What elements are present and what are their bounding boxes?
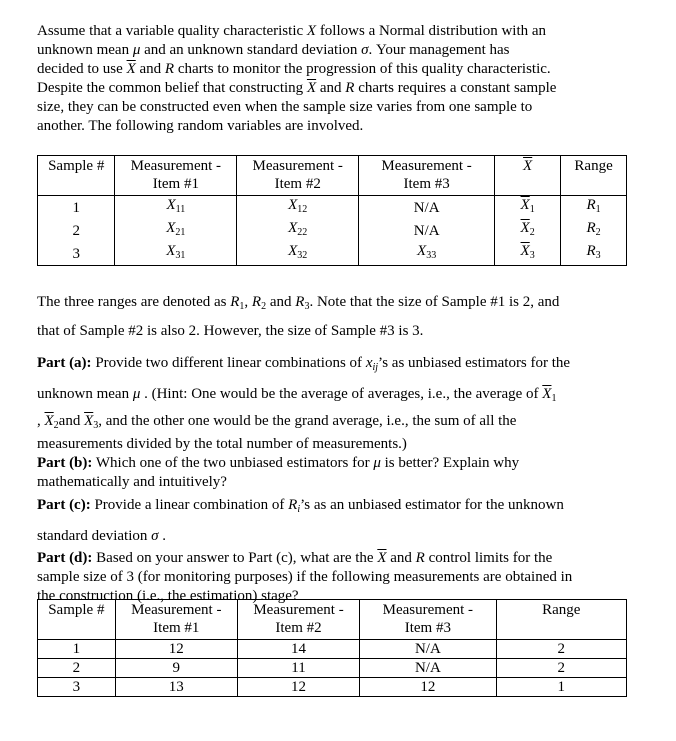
intro-text: and an unknown standard deviation <box>140 42 362 58</box>
table-row: 2 9 11 N/A 2 <box>38 659 627 678</box>
header-item1: Measurement - Item #1 <box>115 156 237 196</box>
intro-text: Despite the common belief that constructing <box>37 80 307 96</box>
cell-sample: 3 <box>38 242 115 266</box>
header-sample: Sample # <box>38 156 115 196</box>
part-d: Part (d): Based on your answer to Part (c), what are the $\overline{X}$ and R control limits for the <box>37 550 553 566</box>
mu-symbol: μ <box>132 42 141 58</box>
part-b: Part (b): Which one of the two unbiased estimators for μ is better? Explain why <box>37 455 520 471</box>
var-x: X <box>306 23 317 39</box>
table-row: 1 12 14 N/A 2 <box>38 640 627 659</box>
sigma-symbol: σ <box>361 42 369 58</box>
intro-text: charts to monitor the progression of this quality characteristic. <box>174 61 551 77</box>
intro-text: and <box>135 61 165 77</box>
header-item2: Measurement - Item #2 <box>237 600 359 640</box>
intro-text: another. The following random variables are involved. <box>37 118 364 134</box>
intro-text: follows a Normal distribution with an <box>316 23 547 39</box>
cell-item1: $X_{11}$ <box>115 196 237 220</box>
cell-xbar: $\overline{X}_1$ <box>495 196 561 220</box>
table-row <box>38 219 627 242</box>
r-symbol: R <box>164 61 175 77</box>
header-item1: Measurement - Item #1 <box>115 600 237 640</box>
xbar-symbol: $\overline{X}$ <box>306 80 317 96</box>
intro-text: size, they can be constructed even when the sample size varies from one sample to <box>37 99 533 115</box>
random-variables-table <box>37 155 627 266</box>
intro-text: . Your management has <box>368 42 510 58</box>
table-row <box>38 242 627 266</box>
cell-range: $R_1$ <box>561 196 627 220</box>
ranges-paragraph: The three ranges are denoted as $R_1$, $R_2$ and $R_3$. Note that the size of Sample #1 is 2, and that of Sample #2 is also 2. However, the size of Sample #3 is 3. <box>37 294 560 339</box>
intro-text: Assume that a variable quality characteristic <box>37 23 307 39</box>
intro-text: decided to use <box>37 61 127 77</box>
cell-xbar: $\overline{X}_2$ <box>495 219 561 242</box>
header-item3: Measurement - Item #3 <box>360 600 496 640</box>
cell-item3: N/A <box>359 219 495 242</box>
xbar-symbol: $\overline{X}$ <box>126 61 136 77</box>
header-xbar: $\overline{X}$ <box>495 156 561 196</box>
cell-item2: $X_{22}$ <box>237 219 359 242</box>
intro-paragraph <box>37 22 627 136</box>
cell-sample: 1 <box>38 196 115 220</box>
cell-range: $R_2$ <box>561 219 627 242</box>
r-symbol: R <box>345 80 355 96</box>
cell-item1: $X_{21}$ <box>115 219 237 242</box>
intro-text: charts requires a constant sample <box>354 80 557 96</box>
cell-item2: $X_{12}$ <box>237 196 359 220</box>
cell-item3: $X_{33}$ <box>359 242 495 266</box>
cell-item3: N/A <box>359 196 495 220</box>
part-c: Part (c): Provide a linear combination of $R_i’s$ as an unbiased estimator for the unknown <box>37 497 564 515</box>
header-item3: Measurement - Item #3 <box>359 156 495 196</box>
table-row: 3 13 12 12 1 <box>38 678 627 697</box>
header-range: Range <box>561 156 627 196</box>
measurements-table <box>37 599 627 697</box>
header-range: Range <box>496 600 626 640</box>
questions-section: Part (a): Provide two different linear combinations of $x_{ij}’s$ as unbiased estimators for the unknown mean μ . (Hint: One would be the average of averages, i.e., the average of $\overline{X}_1$ , $\overline{X}_2and$ $\overline{X}_3$, and the other one would be the grand average, i.e., the sum of all the measurements divided by the total number of measurements.) Part (b): Which one of the two unbiased estimators for μ is better? Explain why mathematically and intuitively? Part (c): Provide a linear combination of $R_i’s$ as an unbiased estimator for the unknown standard deviation σ . Part (d): Based on your answer to Part (c), what are the $\overline{X}$ and R control limits for the sample size of 3 (for monitoring purposes) if the following measurements are obtained in the construction (i.e., the estimation) stage? <box>37 350 627 606</box>
header-item2: Measurement - Item #2 <box>237 156 359 196</box>
cell-sample: 2 <box>38 219 115 242</box>
part-a: Part (a): Provide two different linear combinations of $x_{ij}’s$ as unbiased estimators for the <box>37 355 571 373</box>
cell-item2: $X_{32}$ <box>237 242 359 266</box>
intro-text: unknown mean <box>37 42 133 58</box>
table-row <box>38 196 627 220</box>
intro-text: and <box>316 80 346 96</box>
header-sample: Sample # <box>38 600 116 640</box>
cell-range: $R_3$ <box>561 242 627 266</box>
cell-item1: $X_{31}$ <box>115 242 237 266</box>
cell-xbar: $\overline{X}_3$ <box>495 242 561 266</box>
